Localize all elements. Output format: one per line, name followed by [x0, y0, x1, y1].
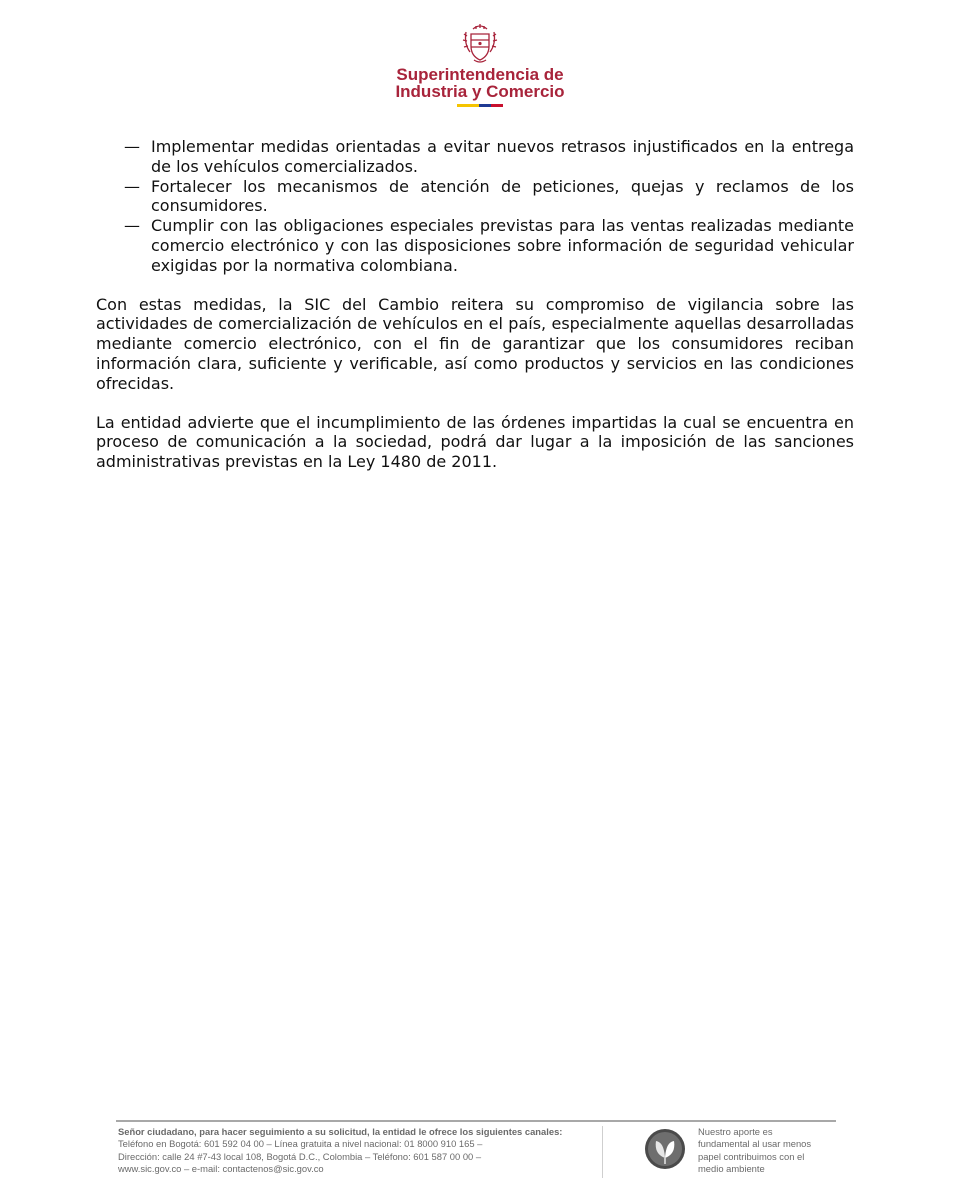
leaf-badge-icon	[644, 1128, 686, 1170]
measures-list	[96, 137, 854, 276]
list-dash: —	[124, 216, 140, 236]
footer-contact-web-email: www.sic.gov.co – e-mail: contactenos@sic.gov.co	[118, 1163, 324, 1175]
list-item	[96, 177, 854, 217]
list-dash: —	[124, 176, 140, 196]
footer-eco-line: fundamental al usar menos	[698, 1138, 812, 1150]
flag-stripe	[0, 104, 960, 107]
footer-rule	[116, 1120, 836, 1122]
footer-divider	[602, 1126, 603, 1178]
page-footer	[116, 1120, 836, 1180]
list-item-text: Cumplir con las obligaciones especiales previstas para las ventas realizadas mediante comercio electrónico y con las disposiciones sobre información de seguridad vehicular exigidas por la normativa colombiana.	[151, 216, 854, 275]
list-item	[96, 137, 854, 177]
list-item	[96, 216, 854, 275]
list-dash: —	[124, 137, 140, 156]
footer-eco-message	[698, 1126, 848, 1176]
list-item-text: Implementar medidas orientadas a evitar nuevos retrasos injustificados en la entrega de los vehículos comercializados.	[151, 137, 854, 176]
footer-contact-intro: Señor ciudadano, para hacer seguimiento a su solicitud, la entidad le ofrece los siguientes canales:	[118, 1126, 563, 1137]
organization-name-line2: Industria y Comercio	[395, 82, 565, 101]
paragraph-sanctions-warning: La entidad advierte que el incumplimiento de las órdenes impartidas la cual se encuentra en proceso de comunicación a la sociedad, podrá dar lugar a la imposición de las sanciones administrativas previstas en la Ley 1480 de 2011.	[96, 412, 854, 472]
footer-eco-line: papel contribuimos con el	[698, 1150, 805, 1162]
coat-of-arms-icon	[462, 22, 498, 64]
organization-name-line1: Superintendencia de	[396, 65, 564, 84]
page-header	[0, 22, 960, 107]
footer-eco-line: Nuestro aporte es	[698, 1126, 773, 1137]
flag-stripe-red	[491, 104, 503, 107]
flag-stripe-blue	[479, 104, 491, 107]
organization-name	[0, 66, 960, 100]
document-body	[96, 137, 854, 472]
list-item-text: Fortalecer los mecanismos de atención de peticiones, quejas y reclamos de los consumidores.	[151, 176, 854, 216]
footer-eco-line: medio ambiente	[698, 1163, 765, 1175]
paragraph-commitment: Con estas medidas, la SIC del Cambio reitera su compromiso de vigilancia sobre las actividades de comercialización de vehículos en el país, especialmente aquellas desarrolladas mediante comercio electrónico, con el fin de garantizar que los consumidores reciban información clara, suficiente y verificable, así como productos y servicios en las condiciones ofrecidas.	[96, 294, 854, 393]
flag-stripe-yellow	[457, 104, 479, 107]
footer-contact-channels	[118, 1126, 600, 1176]
footer-contact-phone: Teléfono en Bogotá: 601 592 04 00 – Línea gratuita a nivel nacional: 01 8000 910 165 –	[118, 1138, 483, 1150]
footer-contact-address: Dirección: calle 24 #7-43 local 108, Bogotá D.C., Colombia – Teléfono: 601 587 00 00 –	[118, 1150, 482, 1162]
